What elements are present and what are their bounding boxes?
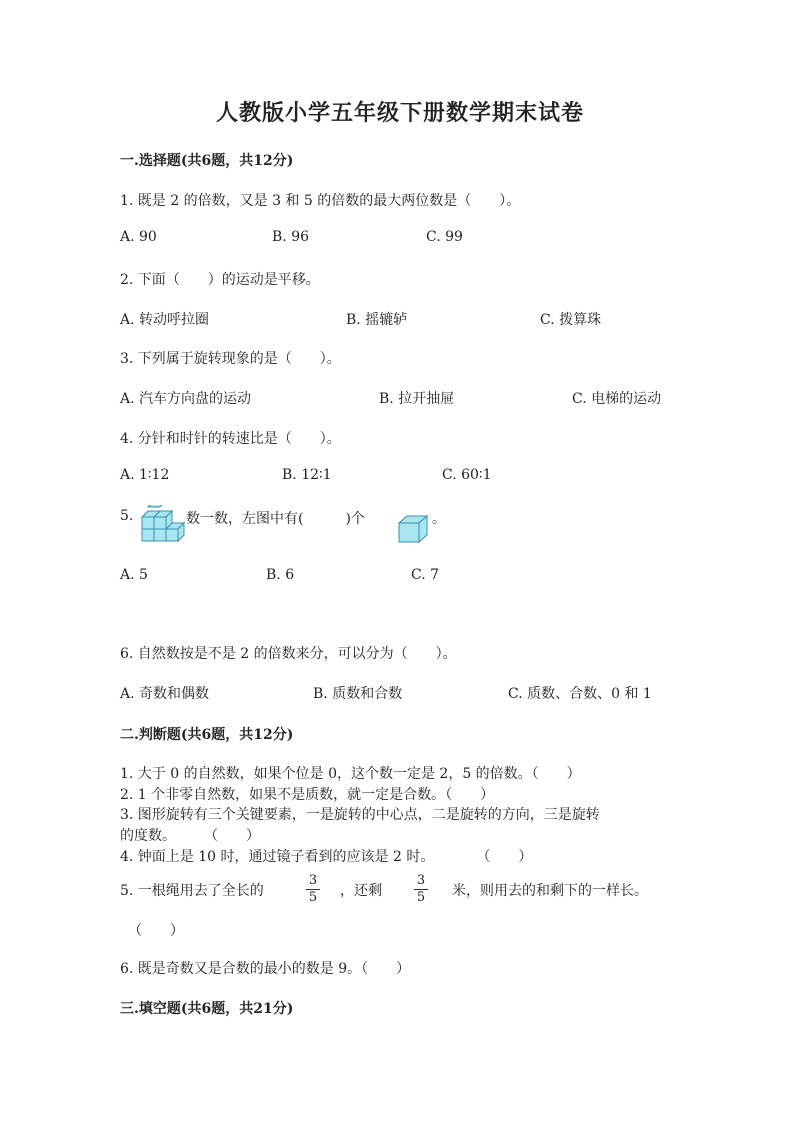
cube-stack-image — [138, 505, 186, 545]
q6-option-a: A. 奇数和偶数 — [120, 686, 210, 702]
q4-option-b: B. 12∶1 — [282, 467, 332, 483]
q5-option-a: A. 5 — [120, 567, 148, 583]
question-3: 3. 下列属于旋转现象的是（ ）。 — [120, 351, 341, 367]
fraction-remaining-denominator: 5 — [416, 890, 426, 905]
fraction-used-denominator: 5 — [308, 890, 318, 905]
q6-option-c: C. 质数、合数、0 和 1 — [508, 686, 652, 702]
q1-option-c: C. 99 — [426, 229, 463, 245]
judge-3-line-2: 的度数。 （ ） — [120, 828, 260, 844]
q5-option-c: C. 7 — [411, 567, 440, 583]
fraction-used — [306, 874, 320, 905]
judge-2: 2. 1 个非零自然数，如果不是质数，就一定是合数。（ ） — [120, 787, 495, 803]
question-1: 1. 既是 2 的倍数，又是 3 和 5 的倍数的最大两位数是（ ）。 — [120, 193, 521, 209]
judge-3-line-1: 3. 图形旋转有三个关键要素，一是旋转的中心点，二是旋转的方向，三是旋转 — [120, 807, 600, 823]
fraction-used-numerator: 3 — [308, 873, 318, 888]
question-5-end: 。 — [432, 511, 446, 527]
section-heading-choice: 一.选择题(共6题，共12分) — [120, 153, 294, 169]
q6-option-b: B. 质数和合数 — [313, 686, 403, 702]
q2-option-c: C. 拨算珠 — [540, 312, 602, 328]
section-heading-judge: 二.判断题(共6题，共12分) — [120, 727, 294, 743]
question-5-text: 数一数，左图中有( )个 — [186, 511, 365, 527]
q4-option-a: A. 1∶12 — [120, 467, 170, 483]
question-6: 6. 自然数按是不是 2 的倍数来分，可以分为（ ）。 — [120, 646, 457, 662]
q1-option-a: A. 90 — [120, 229, 157, 245]
judge-6: 6. 既是奇数又是合数的最小的数是 9。（ ） — [120, 961, 411, 977]
q3-option-b: B. 拉开抽屉 — [379, 391, 455, 407]
q4-option-c: C. 60∶1 — [442, 467, 492, 483]
judge-5-part-2: ，还剩 — [340, 883, 382, 899]
judge-5-part-1: 5. 一根绳用去了全长的 — [120, 883, 264, 899]
q2-option-b: B. 摇辘轳 — [346, 312, 408, 328]
q2-option-a: A. 转动呼拉圈 — [120, 312, 210, 328]
judge-5-answer-bracket: （ ） — [128, 923, 184, 939]
fraction-remaining — [414, 874, 428, 905]
q1-option-b: B. 96 — [272, 229, 310, 245]
q3-option-c: C. 电梯的运动 — [572, 391, 662, 407]
section-heading-fill: 三.填空题(共6题，共21分) — [120, 1001, 294, 1017]
q5-option-b: B. 6 — [266, 567, 295, 583]
single-cube-image — [397, 514, 431, 544]
fraction-remaining-numerator: 3 — [416, 873, 426, 888]
question-2: 2. 下面（ ）的运动是平移。 — [120, 272, 320, 288]
question-5-number: 5. — [120, 508, 134, 524]
page-title: 人教版小学五年级下册数学期末试卷 — [215, 100, 584, 126]
judge-5-part-3: 米，则用去的和剩下的一样长。 — [452, 883, 648, 899]
judge-4: 4. 钟面上是 10 时，通过镜子看到的应该是 2 时。 （ ） — [120, 849, 533, 865]
question-4: 4. 分针和时针的转速比是（ ）。 — [120, 431, 341, 447]
q3-option-a: A. 汽车方向盘的运动 — [120, 391, 252, 407]
judge-1: 1. 大于 0 的自然数，如果个位是 0，这个数一定是 2，5 的倍数。（ ） — [120, 766, 581, 782]
